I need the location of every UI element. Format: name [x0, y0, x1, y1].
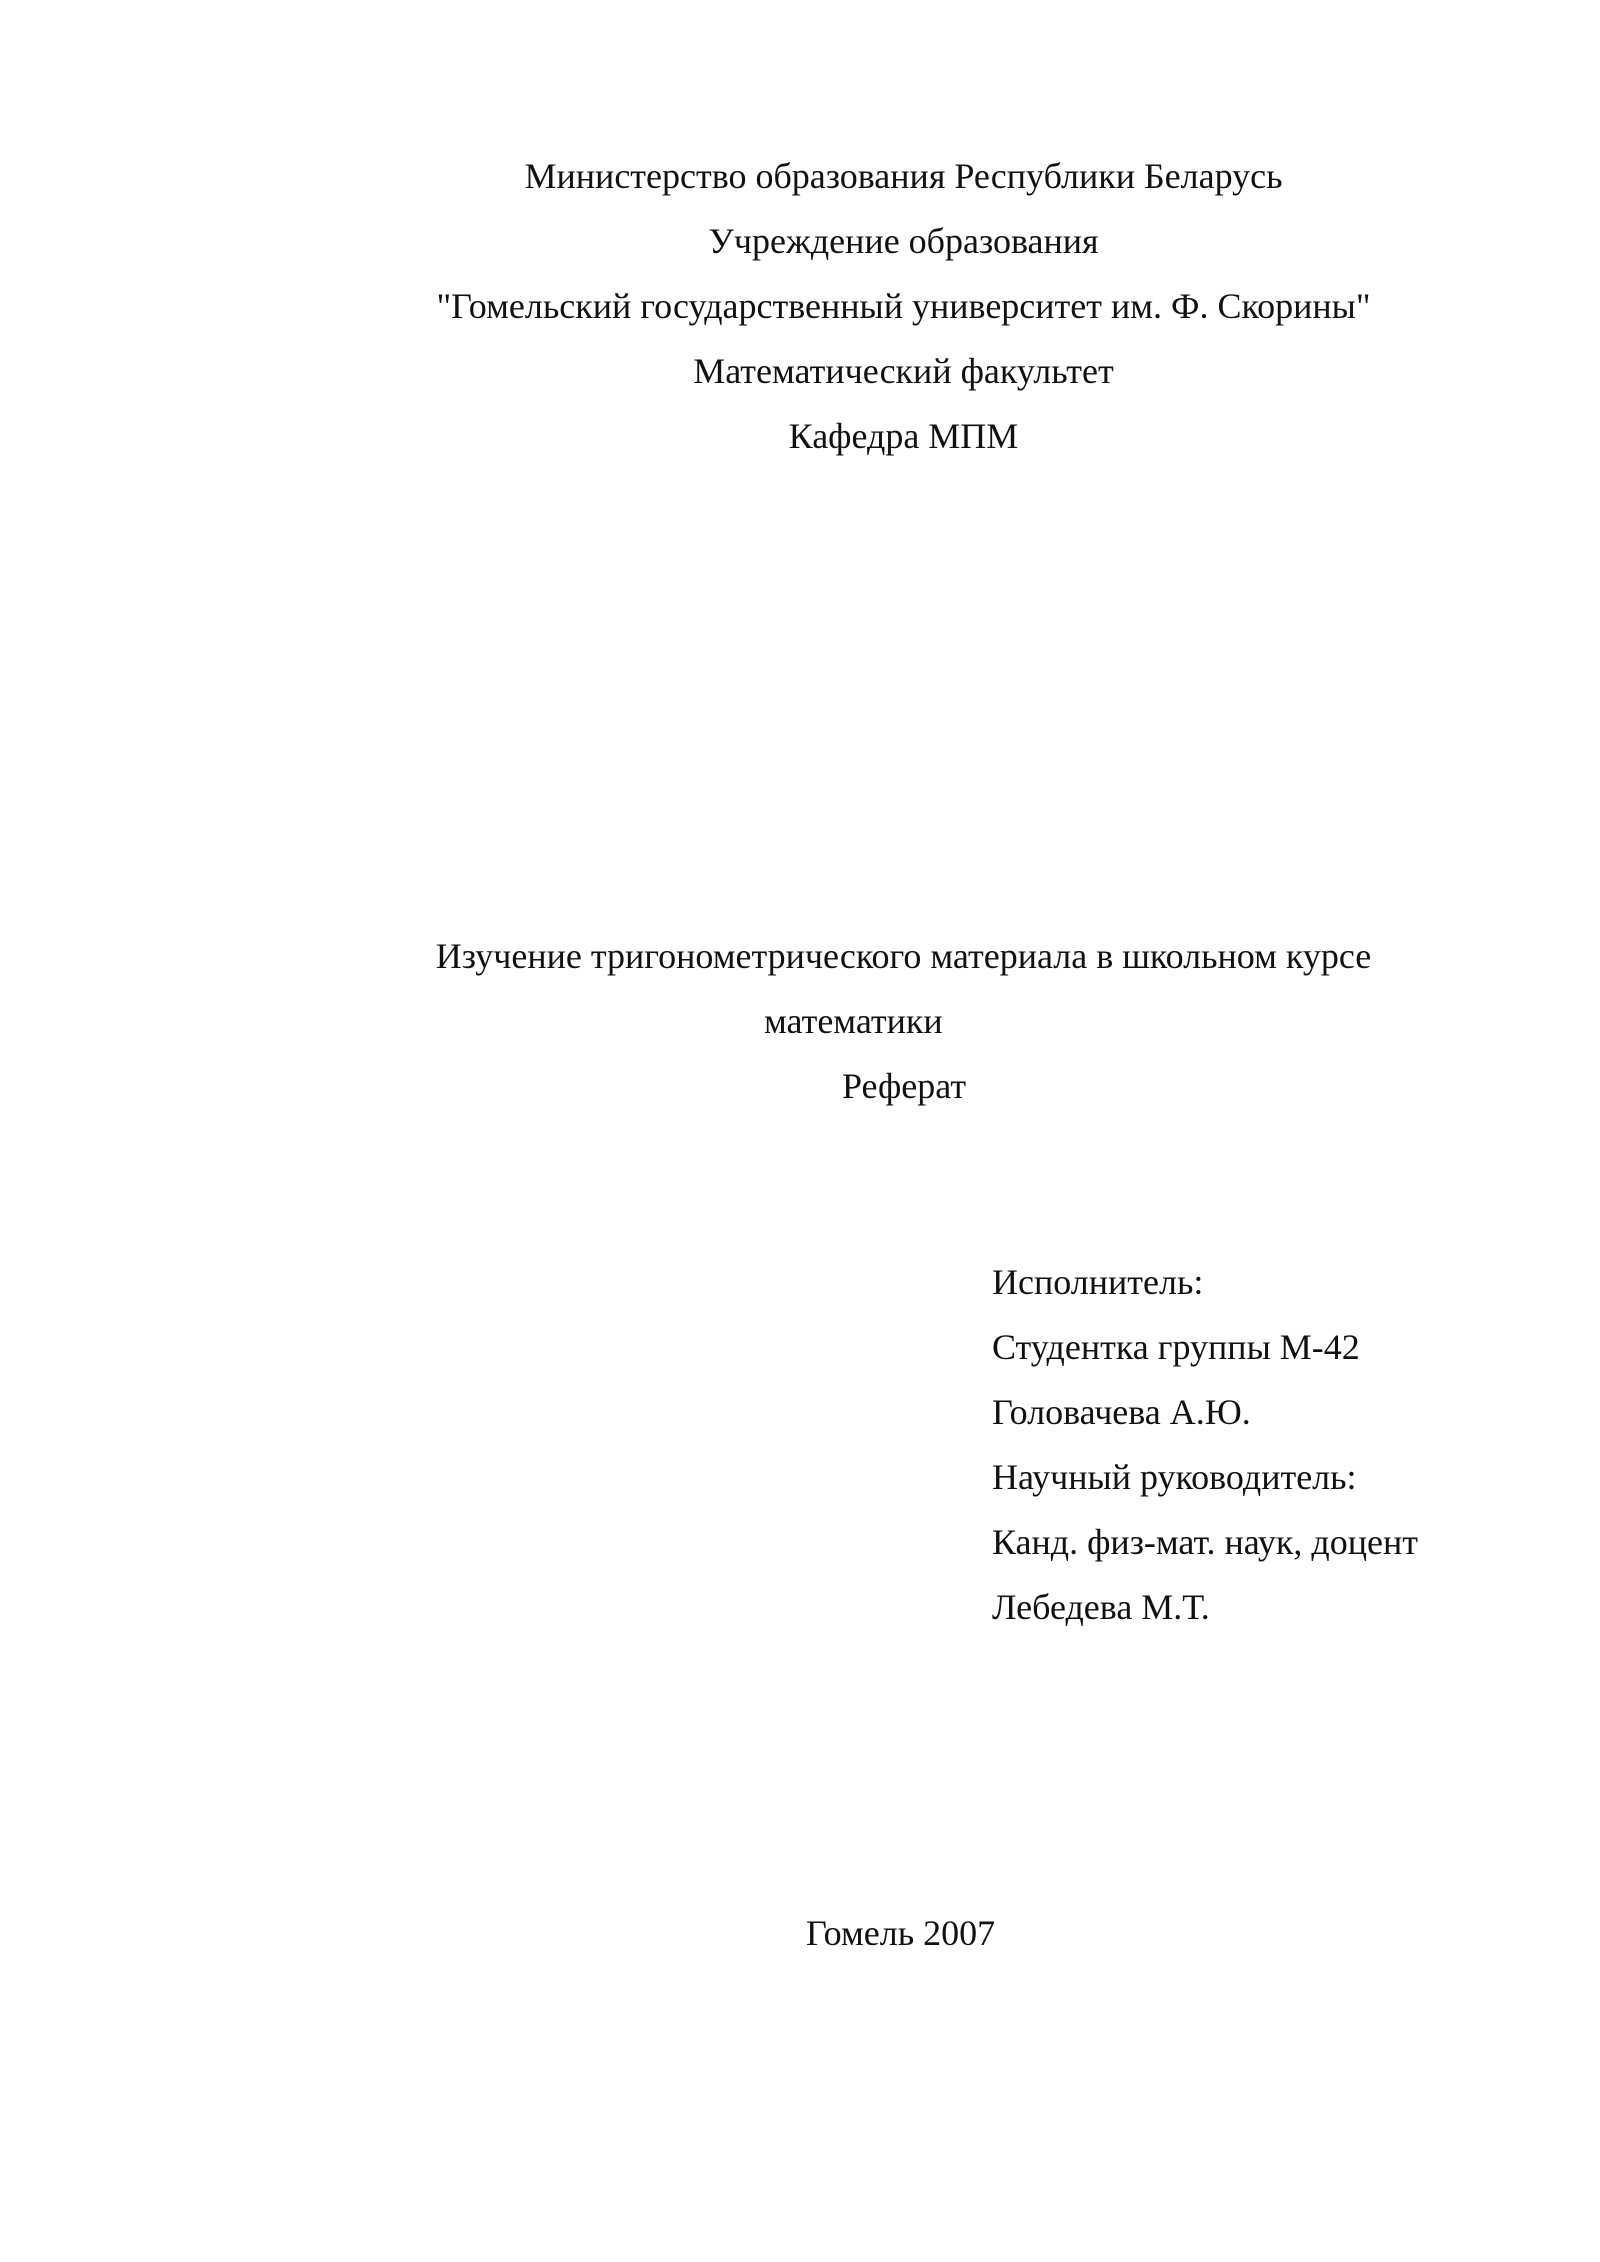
- city-year-line: Гомель 2007: [806, 1913, 996, 1953]
- supervisor-label: Научный руководитель:: [992, 1457, 1357, 1497]
- ministry-line: Министерство образования Республики Беларусь: [524, 156, 1283, 196]
- institution-type-line: Учреждение образования: [708, 221, 1099, 261]
- document-title-line-2: математики: [764, 1001, 943, 1041]
- performer-label: Исполнитель:: [992, 1262, 1204, 1302]
- supervisor-degree: Канд. физ-мат. наук, доцент: [992, 1522, 1418, 1562]
- faculty-line: Математический факультет: [693, 351, 1114, 391]
- student-name: Головачева А.Ю.: [992, 1392, 1251, 1432]
- department-line: Кафедра МПМ: [788, 416, 1019, 456]
- university-line: "Гомельский государственный университет им. Ф. Скорины": [436, 286, 1371, 326]
- supervisor-name: Лебедева М.Т.: [992, 1587, 1210, 1627]
- student-group: Студентка группы М-42: [992, 1327, 1360, 1367]
- work-type-label: Реферат: [842, 1066, 967, 1106]
- document-title-line-1: Изучение тригонометрического материала в школьном курсе: [435, 936, 1372, 976]
